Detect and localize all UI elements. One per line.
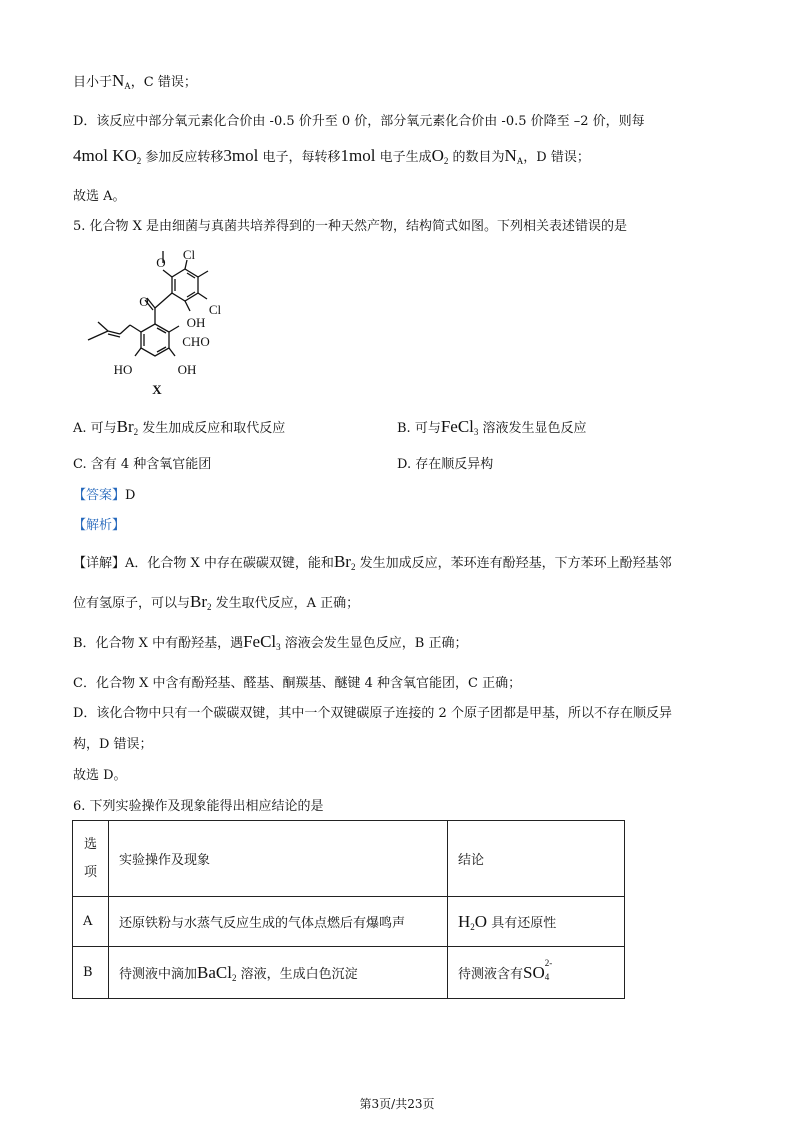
text-line-2: D．该反应中部分氧元素化合价由 -0.5 价升至 0 价，部分氧元素化合价由 -0.5 价降至 –2 价，则每 <box>73 114 645 129</box>
text-segment: A. 可与 <box>73 421 117 436</box>
analysis-tag-text: 【解析】 <box>73 518 126 533</box>
text-segment: 待测液中滴加 <box>119 966 198 982</box>
option-a <box>73 417 285 437</box>
formula-ko2: 4mol KO <box>73 146 137 165</box>
formula-h2o: O <box>474 911 488 931</box>
detail-line-7: 故选 D。 <box>73 768 127 783</box>
header-option <box>73 821 109 897</box>
text-segment: 待测液含有 <box>458 966 524 982</box>
row-conclusion <box>448 897 625 947</box>
formula-so4: SO <box>523 962 545 982</box>
text-segment: 目小于 <box>73 75 113 90</box>
cl-right-label: Cl <box>208 302 222 317</box>
detail-tag: 【详解】 <box>73 556 126 571</box>
question-5-stem: 5. 化合物 X 是由细菌与真菌共培养得到的一种天然产物，结构简式如图。下列相关表述错误的是 <box>73 219 628 234</box>
compound-name-label: X <box>152 382 162 396</box>
page-footer: 第3页/共23页 <box>359 1097 435 1111</box>
text-segment: A．化合物 X 中存在碳碳双键，能和 <box>125 556 334 571</box>
text-segment: 发生加成反应，苯环连有酚羟基，下方苯环上酚羟基邻 <box>355 556 672 571</box>
text-segment: 具有还原性 <box>487 915 557 931</box>
text-segment: B. 可与 <box>397 421 441 436</box>
oh-lower-label: OH <box>177 362 197 377</box>
table-row <box>73 947 625 999</box>
quantity: 3mol <box>223 146 259 165</box>
question-6-stem: 6. 下列实验操作及现象能得出相应结论的是 <box>73 799 324 814</box>
row-option: B <box>73 947 109 999</box>
text-segment: 溶液，生成白色沉淀 <box>236 966 358 982</box>
formula-br2: Br <box>190 592 208 611</box>
subscript: 2 <box>231 972 237 983</box>
text-line-4: 故选 A。 <box>73 189 126 204</box>
analysis-tag <box>73 514 125 533</box>
text-segment: 的数目为 <box>448 150 505 165</box>
text-line-3 <box>73 146 590 166</box>
text-segment: 溶液发生显色反应 <box>478 421 587 436</box>
symbol-n: N <box>112 71 125 90</box>
text-segment: ，D 错误； <box>523 150 590 165</box>
subscript: A <box>124 81 131 91</box>
row-option: A <box>73 897 109 947</box>
subscript: 2 <box>350 562 356 572</box>
text-segment: 溶液会发生显色反应，B 正确； <box>280 636 468 651</box>
ho-label: HO <box>113 362 133 377</box>
subscript: 2 <box>443 156 449 166</box>
subscript: A <box>516 156 524 166</box>
subscript: 4 <box>544 971 550 982</box>
detail-line-4: C．化合物 X 中含有酚羟基、醛基、酮羰基、醚键 4 种含氧官能团，C 正确； <box>73 676 522 691</box>
detail-line-6: 构，D 错误； <box>73 737 153 752</box>
row-conclusion <box>448 947 625 999</box>
subscript: 2 <box>207 602 212 612</box>
header-operation: 实验操作及现象 <box>109 821 448 897</box>
subscript: 3 <box>276 642 281 652</box>
option-d: D. 存在顺反异构 <box>397 457 494 472</box>
subscript: 3 <box>473 427 479 437</box>
formula-br2: Br <box>333 552 351 571</box>
cl-top-label: Cl <box>182 247 196 262</box>
detail-line-5: D．该化合物中只有一个碳碳双键，其中一个双键碳原子连接的 2 个原子团都是甲基，所以不存在顺反异 <box>73 706 672 721</box>
text-segment: 参加反应转移 <box>141 150 224 165</box>
structural-formula <box>75 236 255 396</box>
superscript-charge: 2- <box>544 957 553 968</box>
text-segment: 发生取代反应，A 正确； <box>211 596 360 611</box>
quantity: 1mol <box>340 146 376 165</box>
text-segment: 电子，每转移 <box>258 150 341 165</box>
text-segment: ，C 错误； <box>130 75 197 90</box>
row-operation: 还原铁粉与水蒸气反应生成的气体点燃后有爆鸣声 <box>109 897 448 947</box>
header-conclusion: 结论 <box>448 821 625 897</box>
subscript: 2 <box>133 427 139 437</box>
formula-o2: O <box>431 146 444 165</box>
text-segment: 电子生成 <box>375 150 432 165</box>
answer-value: D <box>125 488 136 503</box>
formula-fecl3: FeCl <box>440 417 474 436</box>
formula-h2o: H <box>458 911 471 931</box>
ketone-oxygen-label: O <box>139 294 149 309</box>
formula-br2: Br <box>116 417 134 436</box>
detail-line-2 <box>73 592 359 612</box>
header-option-char: 项 <box>83 864 97 880</box>
text-segment: 位有氢原子，可以与 <box>73 596 191 611</box>
formula-bacl2: BaCl <box>197 962 232 982</box>
detail-line-3 <box>73 632 467 652</box>
header-option-char: 选 <box>83 836 97 852</box>
methoxy-oxygen-label: O <box>156 255 166 270</box>
table-row <box>73 897 625 947</box>
detail-line-1 <box>73 552 672 572</box>
text-segment: B．化合物 X 中有酚羟基，遇 <box>73 636 244 651</box>
row-operation <box>109 947 448 999</box>
table-header-row <box>73 821 625 897</box>
subscript: 2 <box>470 921 475 932</box>
option-c: C. 含有 4 种含氧官能团 <box>73 457 212 472</box>
subscript: 2 <box>136 156 142 166</box>
oh-upper-label: OH <box>186 315 206 330</box>
text-line-1 <box>73 71 197 91</box>
answer-tag: 【答案】 <box>73 488 126 503</box>
experiment-table <box>72 820 625 999</box>
formula-fecl3: FeCl <box>243 632 277 651</box>
symbol-n: N <box>504 146 517 165</box>
option-b <box>397 417 587 437</box>
cho-label: CHO <box>182 334 210 349</box>
text-segment: 发生加成反应和取代反应 <box>138 421 286 436</box>
answer-line <box>73 484 135 503</box>
